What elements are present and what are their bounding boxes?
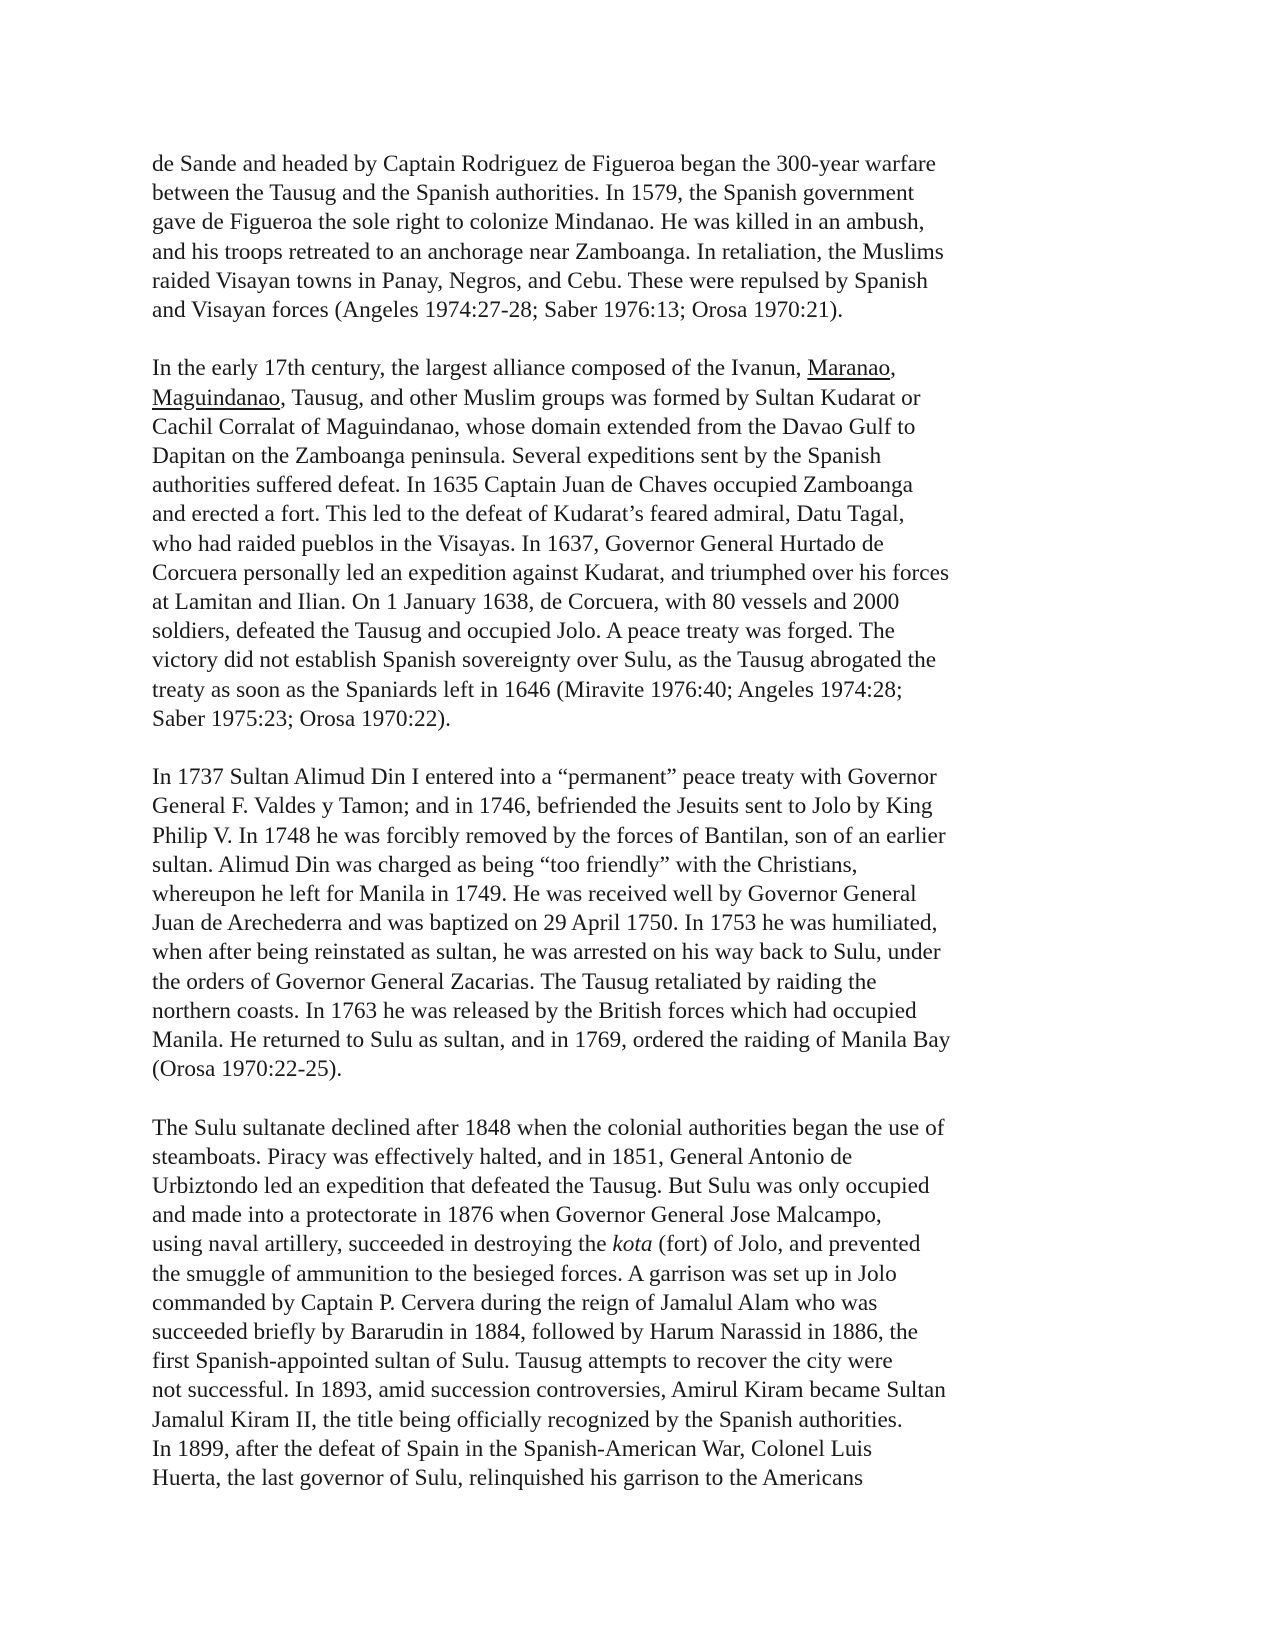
text-segment: Manila. He returned to Sulu as sultan, and in 1769, ordered the raiding of Manila Bay xyxy=(152,1027,951,1054)
text-line xyxy=(152,1464,1032,1493)
paragraph xyxy=(152,763,1032,1084)
text-line xyxy=(152,763,1032,792)
text-segment: between the Tausug and the Spanish authorities. In 1579, the Spanish government xyxy=(152,180,915,207)
text-line xyxy=(152,880,1032,909)
text-line xyxy=(152,1347,1032,1376)
text-segment: at Lamitan and Ilian. On 1 January 1638, de Corcuera, with 80 vessels and 2000 xyxy=(152,589,900,616)
text-line xyxy=(152,1230,1032,1259)
text-line xyxy=(152,150,1032,179)
text-line xyxy=(152,588,1032,617)
text-segment: gave de Figueroa the sole right to colonize Mindanao. He was killed in an ambush, xyxy=(152,209,925,236)
text-segment: Cachil Corralat of Maguindanao, whose domain extended from the Davao Gulf to xyxy=(152,413,916,440)
text-segment: Urbiztondo led an expedition that defeated the Tausug. But Sulu was only occupied xyxy=(152,1173,930,1200)
text-line xyxy=(152,1055,1032,1084)
text-segment: succeeded briefly by Bararudin in 1884, followed by Harum Narassid in 1886, the xyxy=(152,1319,919,1346)
text-line xyxy=(152,267,1032,296)
text-line xyxy=(152,442,1032,471)
text-segment: Philip V. In 1748 he was forcibly removed by the forces of Bantilan, son of an earlier xyxy=(152,822,946,849)
text-line xyxy=(152,646,1032,675)
text-line xyxy=(152,851,1032,880)
text-segment: Dapitan on the Zamboanga peninsula. Several expeditions sent by the Spanish xyxy=(152,443,882,470)
text-line xyxy=(152,1260,1032,1289)
text-line xyxy=(152,617,1032,646)
text-line xyxy=(152,1026,1032,1055)
text-segment: and made into a protectorate in 1876 when Governor General Jose Malcampo, xyxy=(152,1202,882,1229)
text-segment: soldiers, defeated the Tausug and occupied Jolo. A peace treaty was forged. The xyxy=(152,618,895,645)
underlined-term: Maguindanao xyxy=(152,384,281,411)
text-segment: Juan de Arechederra and was baptized on 29 April 1750. In 1753 he was humiliated, xyxy=(152,910,938,937)
text-line xyxy=(152,1114,1032,1143)
text-segment: Saber 1975:23; Orosa 1970:22). xyxy=(152,705,451,732)
text-segment: Corcuera personally led an expedition against Kudarat, and triumphed over his forces xyxy=(152,559,950,586)
text-segment: the orders of Governor General Zacarias. The Tausug retaliated by raiding the xyxy=(152,968,877,995)
text-segment: sultan. Alimud Din was charged as being “too friendly” with the Christians, xyxy=(152,851,858,878)
text-line xyxy=(152,997,1032,1026)
underlined-term: Maranao xyxy=(807,355,891,382)
text-segment: authorities suffered defeat. In 1635 Captain Juan de Chaves occupied Zamboanga xyxy=(152,472,913,499)
paragraph xyxy=(152,150,1032,325)
text-segment: (Orosa 1970:22-25). xyxy=(152,1056,343,1083)
text-line xyxy=(152,792,1032,821)
text-line xyxy=(152,413,1032,442)
text-line xyxy=(152,1172,1032,1201)
text-segment: In the early 17th century, the largest alliance composed of the Ivanun, xyxy=(152,355,808,382)
text-line xyxy=(152,1435,1032,1464)
text-segment: whereupon he left for Manila in 1749. He was received well by Governor General xyxy=(152,881,917,908)
text-segment: (fort) of Jolo, and prevented xyxy=(652,1231,921,1258)
text-line xyxy=(152,1289,1032,1318)
text-segment: The Sulu sultanate declined after 1848 when the colonial authorities began the use of xyxy=(152,1114,945,1141)
text-segment: raided Visayan towns in Panay, Negros, and Cebu. These were repulsed by Spanish xyxy=(152,267,928,294)
text-segment: Huerta, the last governor of Sulu, relinquished his garrison to the Americans xyxy=(152,1465,864,1492)
text-segment: , Tausug, and other Muslim groups was formed by Sultan Kudarat or xyxy=(280,384,921,411)
text-line xyxy=(152,909,1032,938)
text-segment: and Visayan forces (Angeles 1974:27-28; Saber 1976:13; Orosa 1970:21). xyxy=(152,297,844,324)
paragraph xyxy=(152,354,1032,734)
text-segment: de Sande and headed by Captain Rodriguez de Figueroa began the 300-year warfare xyxy=(152,151,937,177)
text-segment: using naval artillery, succeeded in destroying the xyxy=(152,1231,613,1258)
text-segment: and erected a fort. This led to the defeat of Kudarat’s feared admiral, Datu Tagal, xyxy=(152,501,905,528)
text-line xyxy=(152,1318,1032,1347)
text-line xyxy=(152,676,1032,705)
text-line xyxy=(152,705,1032,734)
italic-term: kota xyxy=(612,1231,653,1258)
text-segment: steamboats. Piracy was effectively halted, and in 1851, General Antonio de xyxy=(152,1143,853,1170)
text-line xyxy=(152,968,1032,997)
text-line xyxy=(152,471,1032,500)
text-segment: who had raided pueblos in the Visayas. In 1637, Governor General Hurtado de xyxy=(152,530,884,557)
text-segment: victory did not establish Spanish sovereignty over Sulu, as the Tausug abrogated the xyxy=(152,647,937,674)
text-line xyxy=(152,296,1032,325)
text-segment: treaty as soon as the Spaniards left in 1646 (Miravite 1976:40; Angeles 1974:28; xyxy=(152,676,903,703)
text-line xyxy=(152,500,1032,529)
text-line xyxy=(152,530,1032,559)
text-line xyxy=(152,238,1032,267)
text-line xyxy=(152,938,1032,967)
paragraph xyxy=(152,1114,1032,1494)
text-segment: when after being reinstated as sultan, he was arrested on his way back to Sulu, under xyxy=(152,939,941,966)
text-line xyxy=(152,208,1032,237)
text-line xyxy=(152,822,1032,851)
text-segment: the smuggle of ammunition to the besieged forces. A garrison was set up in Jolo xyxy=(152,1260,897,1287)
document-body xyxy=(152,150,1032,1522)
text-line xyxy=(152,1201,1032,1230)
text-segment: In 1899, after the defeat of Spain in the Spanish-American War, Colonel Luis xyxy=(152,1435,873,1462)
text-line xyxy=(152,1143,1032,1172)
text-segment: General F. Valdes y Tamon; and in 1746, befriended the Jesuits sent to Jolo by King xyxy=(152,793,933,820)
text-segment: and his troops retreated to an anchorage near Zamboanga. In retaliation, the Muslims xyxy=(152,238,944,265)
text-line xyxy=(152,1406,1032,1435)
text-line xyxy=(152,179,1032,208)
text-segment: In 1737 Sultan Alimud Din I entered into a “permanent” peace treaty with Governor xyxy=(152,764,937,791)
text-segment: not successful. In 1893, amid succession controversies, Amirul Kiram became Sultan xyxy=(152,1377,946,1404)
text-line xyxy=(152,354,1032,383)
text-line xyxy=(152,1376,1032,1405)
text-segment: , xyxy=(890,355,896,382)
text-segment: Jamalul Kiram II, the title being officially recognized by the Spanish authorities. xyxy=(152,1406,903,1433)
text-line xyxy=(152,384,1032,413)
text-segment: first Spanish-appointed sultan of Sulu. Tausug attempts to recover the city were xyxy=(152,1348,893,1375)
text-segment: commanded by Captain P. Cervera during the reign of Jamalul Alam who was xyxy=(152,1289,878,1316)
text-line xyxy=(152,559,1032,588)
text-segment: northern coasts. In 1763 he was released by the British forces which had occupied xyxy=(152,997,917,1024)
